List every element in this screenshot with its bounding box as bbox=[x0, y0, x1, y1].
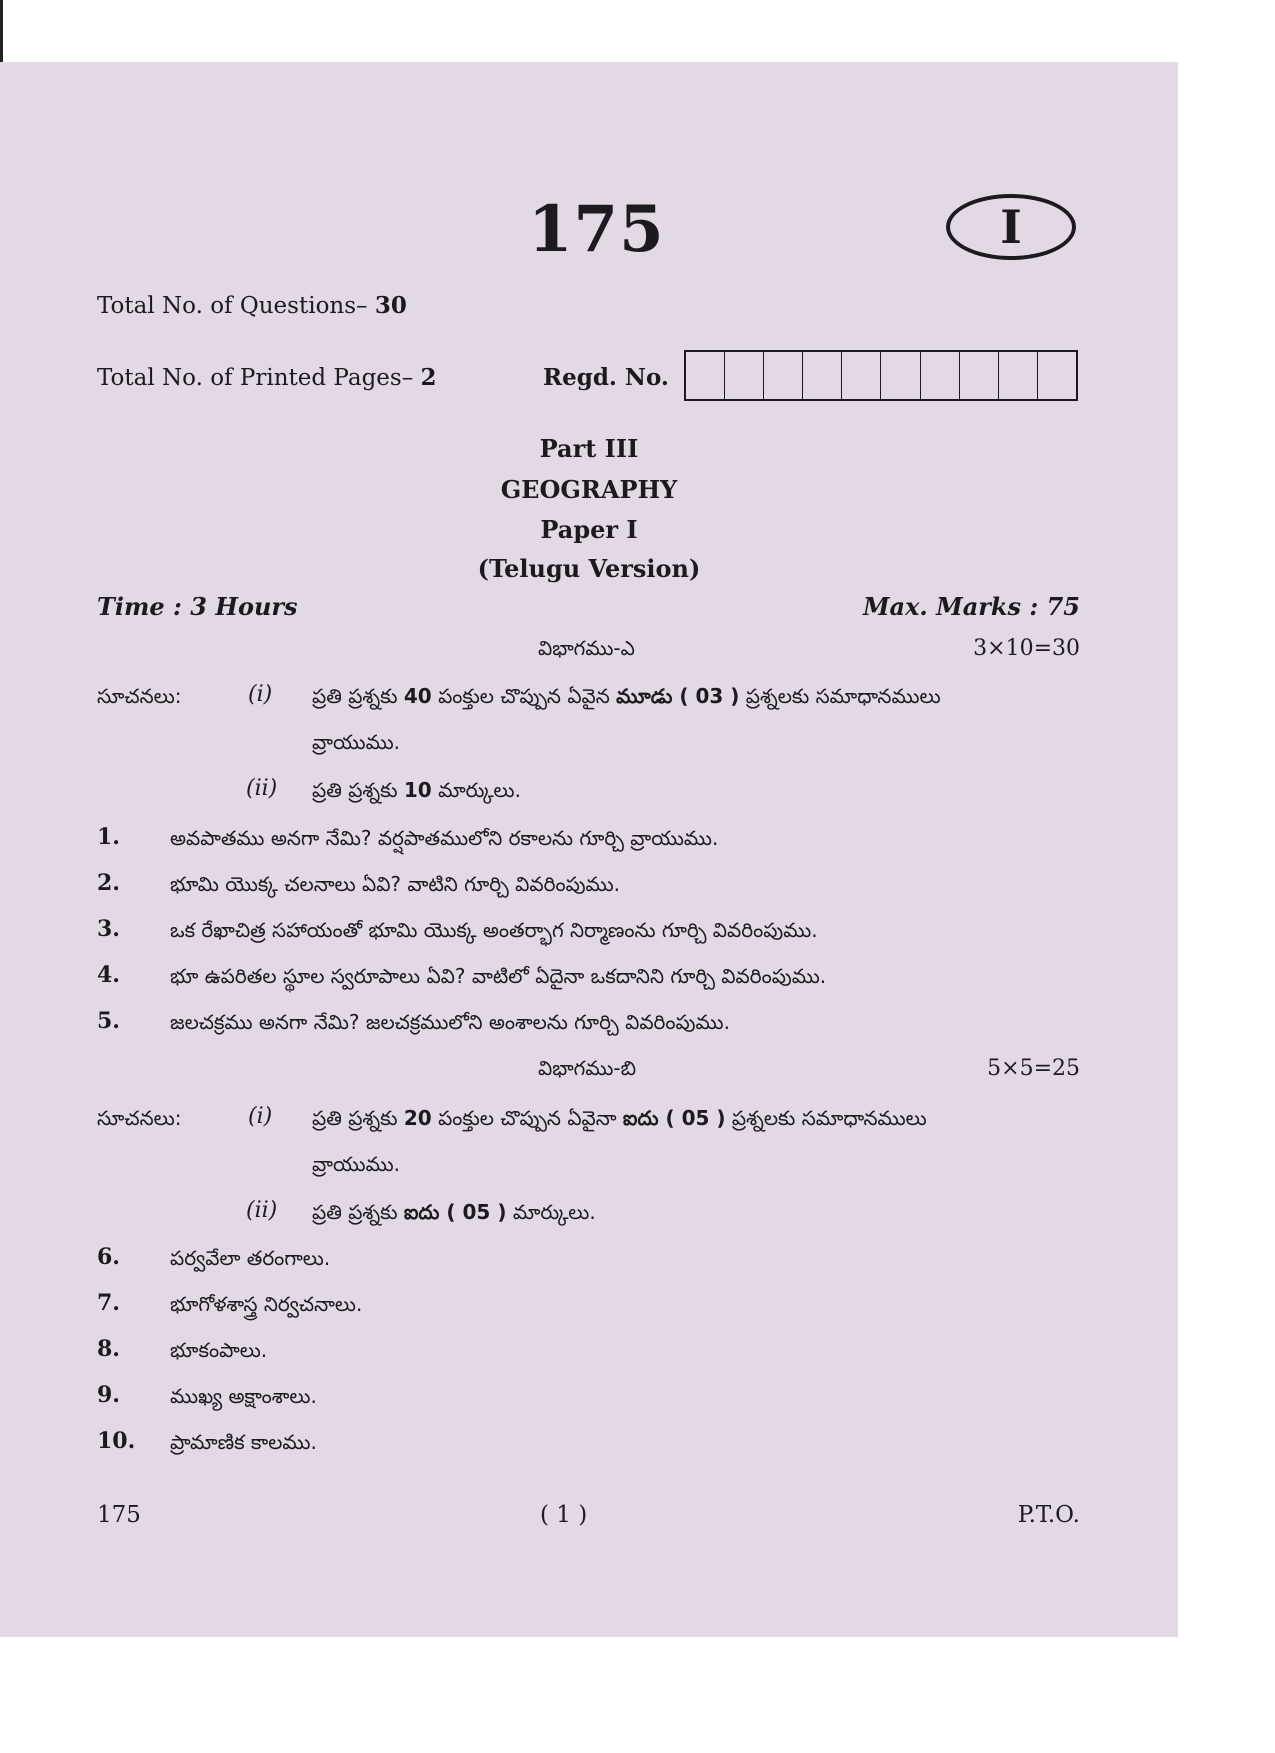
question-text: భూగోళశాస్త్ర నిర్వచనాలు. bbox=[170, 1292, 363, 1316]
regd-cell[interactable] bbox=[842, 352, 881, 399]
instr-a1-b1: 40 bbox=[403, 684, 432, 708]
question-number: 9. bbox=[97, 1382, 120, 1408]
pto-label: P.T.O. bbox=[1017, 1502, 1080, 1528]
question-text: ప్రామాణిక కాలము. bbox=[170, 1430, 317, 1454]
question-number: 8. bbox=[97, 1336, 120, 1362]
pages-label: Total No. of Printed Pages– bbox=[97, 365, 421, 391]
question-text: భూకంపాలు. bbox=[170, 1338, 268, 1362]
instr-a1-post: ప్రశ్నలకు సమాధానములు bbox=[739, 684, 941, 708]
set-badge bbox=[946, 194, 1076, 260]
time-label: Time : 3 Hours bbox=[97, 592, 298, 621]
section-b-instr-label: సూచనలు: bbox=[97, 1106, 182, 1130]
instr-b1-text bbox=[312, 1106, 927, 1135]
question-text: ముఖ్య అక్షాంశాలు. bbox=[170, 1384, 317, 1408]
question-number: 1. bbox=[97, 824, 120, 850]
question-text: భూమి యొక్క చలనాలు ఏవి? వాటిని గూర్చి వివరింపుము. bbox=[170, 872, 620, 896]
instr-a1-mid: పంక్తుల చొప్పున ఏవైన bbox=[431, 684, 617, 708]
regd-cell[interactable] bbox=[686, 352, 725, 399]
question-number: 7. bbox=[97, 1290, 120, 1316]
instr-b1-b2: ఐదు ( 05 ) bbox=[622, 1106, 726, 1130]
scan-edge bbox=[0, 0, 3, 62]
question-text: జలచక్రము అనగా నేమి? జలచక్రములోని అంశాలను గూర్చి వివరింపుము. bbox=[170, 1010, 730, 1034]
instr-a1-pre: ప్రతి ప్రశ్నకు bbox=[312, 684, 404, 708]
question-number: 5. bbox=[97, 1008, 120, 1034]
instr-b2-post: మార్కులు. bbox=[506, 1200, 596, 1224]
questions-value: 30 bbox=[374, 292, 407, 319]
section-a-title: విభాగము-ఎ bbox=[538, 636, 635, 660]
regd-label: Regd. No. bbox=[543, 364, 669, 391]
question-text: పర్వవేలా తరంగాలు. bbox=[170, 1246, 331, 1270]
instr-b1-roman: (i) bbox=[248, 1104, 273, 1129]
part-title: Part III bbox=[539, 434, 639, 463]
max-marks: Max. Marks : 75 bbox=[862, 592, 1080, 621]
instr-b1-pre: ప్రతి ప్రశ్నకు bbox=[312, 1106, 404, 1130]
instr-b2-pre: ప్రతి ప్రశ్నకు bbox=[312, 1200, 404, 1224]
total-questions bbox=[97, 292, 407, 319]
regd-cell[interactable] bbox=[764, 352, 803, 399]
regd-cell[interactable] bbox=[803, 352, 842, 399]
version-title: (Telugu Version) bbox=[477, 554, 701, 583]
instr-a2-post: మార్కులు. bbox=[431, 778, 521, 802]
instr-b1-b1: 20 bbox=[403, 1106, 432, 1130]
section-b-scheme: 5×5=25 bbox=[987, 1056, 1080, 1081]
instr-a2-b1: 10 bbox=[403, 778, 432, 802]
instr-a1-b2: మూడు ( 03 ) bbox=[616, 684, 740, 708]
question-number: 2. bbox=[97, 870, 120, 896]
instr-b1-post: ప్రశ్నలకు సమాధానములు bbox=[725, 1106, 927, 1130]
regd-cell[interactable] bbox=[999, 352, 1038, 399]
question-text: ఒక రేఖాచిత్ర సహాయంతో భూమి యొక్క అంతర్భాగ నిర్మాణంను గూర్చి వివరింపుము. bbox=[170, 918, 818, 942]
paper-title: Paper I bbox=[540, 515, 638, 544]
question-number: 6. bbox=[97, 1244, 120, 1270]
page-number: ( 1 ) bbox=[540, 1502, 588, 1528]
paper-code: 175 bbox=[528, 192, 665, 267]
regd-cell[interactable] bbox=[881, 352, 920, 399]
instr-a2-pre: ప్రతి ప్రశ్నకు bbox=[312, 778, 404, 802]
instr-a2-text bbox=[312, 778, 521, 807]
instr-a1-cont: వ్రాయుము. bbox=[312, 730, 401, 754]
regd-cell[interactable] bbox=[921, 352, 960, 399]
instr-a1-text bbox=[312, 684, 941, 713]
set-label: I bbox=[1000, 200, 1022, 254]
question-text: అవపాతము అనగా నేమి? వర్షపాతములోని రకాలను గూర్చి వ్రాయుము. bbox=[170, 826, 719, 850]
instr-b1-cont: వ్రాయుము. bbox=[312, 1152, 401, 1176]
section-a-instr-label: సూచనలు: bbox=[97, 684, 182, 708]
pages-value: 2 bbox=[420, 364, 437, 391]
regd-cell[interactable] bbox=[960, 352, 999, 399]
exam-page bbox=[0, 62, 1178, 1637]
question-text: భూ ఉపరితల స్థూల స్వరూపాలు ఏవి? వాటిలో ఏదైనా ఒకదానిని గూర్చి వివరింపుము. bbox=[170, 964, 827, 988]
instr-a2-roman: (ii) bbox=[246, 776, 278, 801]
regd-cell[interactable] bbox=[1038, 352, 1076, 399]
footer-code: 175 bbox=[97, 1502, 141, 1528]
instr-b2-text bbox=[312, 1200, 596, 1229]
instr-b2-roman: (ii) bbox=[246, 1198, 278, 1223]
total-pages bbox=[97, 364, 437, 391]
subject-title: GEOGRAPHY bbox=[500, 475, 678, 504]
question-number: 3. bbox=[97, 916, 120, 942]
instr-b1-mid: పంక్తుల చొప్పున ఏవైనా bbox=[431, 1106, 623, 1130]
question-number: 10. bbox=[97, 1428, 136, 1454]
question-number: 4. bbox=[97, 962, 120, 988]
questions-label: Total No. of Questions– bbox=[97, 293, 375, 319]
section-b-title: విభాగము-బి bbox=[538, 1056, 637, 1080]
regd-cell[interactable] bbox=[725, 352, 764, 399]
regd-number-boxes[interactable] bbox=[684, 350, 1078, 401]
instr-a1-roman: (i) bbox=[248, 682, 273, 707]
instr-b2-b1: ఐదు ( 05 ) bbox=[403, 1200, 507, 1224]
section-a-scheme: 3×10=30 bbox=[973, 636, 1080, 661]
